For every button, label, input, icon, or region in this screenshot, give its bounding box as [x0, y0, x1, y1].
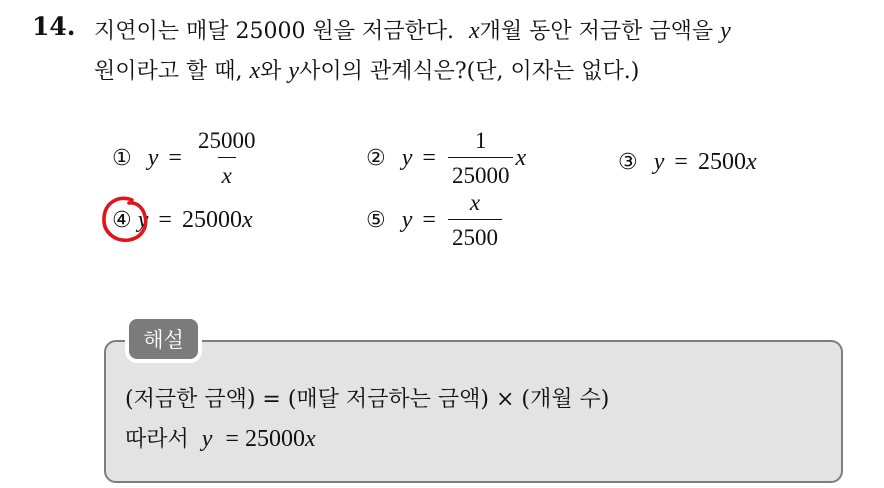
variable-x: x	[304, 426, 316, 452]
equals-sign: =	[225, 426, 239, 452]
solution-tag: 해설	[129, 319, 198, 359]
fraction	[194, 129, 260, 187]
choice-3[interactable]	[618, 132, 757, 192]
question-text: 사이의 관계식은?(단, 이자는 없다.)	[299, 59, 640, 84]
coefficient: 25000	[181, 206, 242, 233]
numerator: 1	[474, 128, 487, 153]
choice-number: ③	[618, 149, 638, 175]
question-number: 14.	[32, 12, 76, 41]
choice-equation	[138, 207, 253, 234]
choice-equation	[402, 129, 526, 187]
question-text: 지연이는 매달 25000 원을 저금한다.	[94, 19, 454, 44]
choice-5[interactable]	[366, 190, 504, 250]
choice-number: ④	[112, 207, 132, 233]
variable-x: x	[249, 58, 261, 84]
denominator: 2500	[448, 219, 502, 249]
fraction	[448, 191, 502, 249]
solution-line-2	[125, 422, 316, 453]
variable-x: x	[468, 18, 480, 44]
choice-equation	[402, 191, 504, 249]
solution-text: 따라서	[125, 427, 189, 452]
question-text: 와	[260, 59, 282, 84]
coefficient: 2500	[697, 148, 746, 175]
choice-number: ⑤	[366, 207, 386, 233]
question-line-2	[94, 54, 639, 85]
choice-1[interactable]	[112, 128, 261, 188]
variable-y: y	[401, 144, 413, 171]
choice-equation	[654, 149, 757, 176]
equals-sign: =	[158, 206, 172, 233]
variable-y: y	[653, 148, 665, 175]
variable-y: y	[401, 206, 413, 233]
variable-y: y	[720, 18, 731, 44]
variable-y: y	[201, 426, 213, 452]
numerator: x	[469, 190, 481, 215]
choice-2[interactable]	[366, 128, 526, 188]
solution-line-1: (저금한 금액) = (매달 저금하는 금액) × (개월 수)	[125, 387, 610, 412]
denominator: x	[218, 157, 236, 187]
variable-x: x	[241, 206, 253, 233]
equals-sign: =	[674, 148, 688, 175]
equals-sign: =	[168, 144, 182, 171]
equals-sign: =	[422, 206, 436, 233]
variable-y: y	[137, 206, 149, 233]
choice-number: ①	[112, 145, 132, 171]
variable-x: x	[515, 144, 527, 171]
choice-equation	[148, 129, 262, 187]
question-line-1	[94, 14, 731, 45]
coefficient: 25000	[244, 426, 305, 452]
fraction	[448, 129, 514, 187]
numerator: 25000	[197, 128, 256, 153]
choice-number: ②	[366, 145, 386, 171]
denominator: 25000	[448, 157, 514, 187]
answer-circle-mark	[99, 194, 151, 246]
variable-y: y	[288, 58, 300, 84]
equals-sign: =	[422, 144, 436, 171]
variable-x: x	[745, 148, 757, 175]
variable-y: y	[147, 144, 159, 171]
question-text: 원이라고 할 때,	[94, 59, 243, 84]
question-text: 개월 동안 저금한 금액을	[479, 19, 714, 44]
